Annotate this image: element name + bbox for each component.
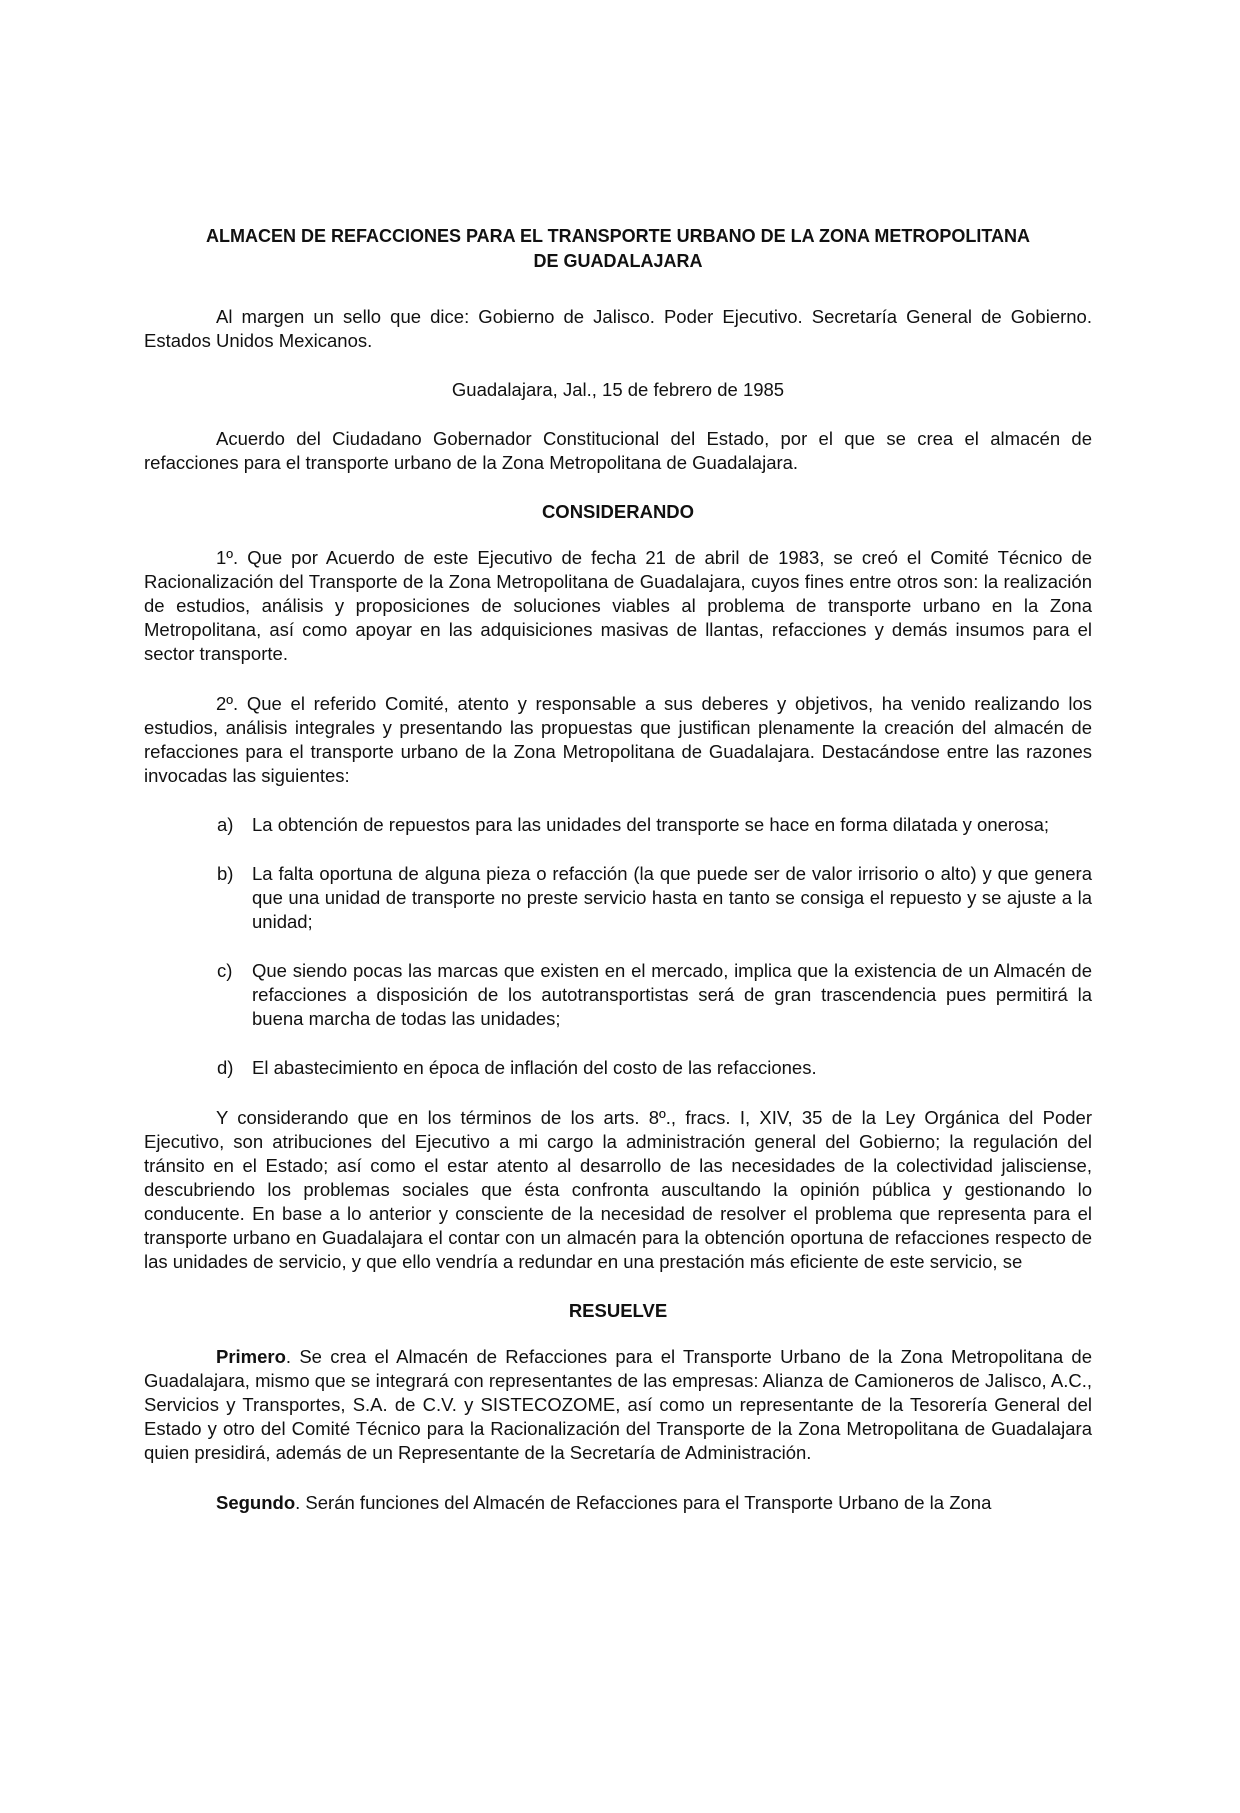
list-item-text: El abastecimiento en época de inflación del costo de las refacciones. [252,1057,817,1078]
list-marker: d) [217,1057,234,1078]
article-first-text: . Se crea el Almacén de Refacciones para el Transporte Urbano de la Zona Metropolitana de Guadalajara, mismo que se integrará con representantes de las empresas: Alianza de Camioneros de Jalisco, A.C., Servicios y Transportes, S.A. de C.V. y SISTECOZOME, así como un representante de la Tesorería General del Estado y otro del Comité Técnico para la Racionalización del Transporte de la Zona Metropolitana de Guadalajara quien presidirá, además de un Representante de la Secretaría de Administración. [144,1346,1092,1463]
list-marker: a) [217,814,234,835]
list-item-text: Que siendo pocas las marcas que existen en el mercado, implica que la existencia de un Almacén de refacciones a disposición de los autotransportistas será de gran trascendencia pues permitirá la buena marcha de todas las unidades; [252,960,1092,1029]
document-title [144,224,1092,274]
place-date: Guadalajara, Jal., 15 de febrero de 1985 [451,379,785,400]
article-second-text: . Serán funciones del Almacén de Refacciones para el Transporte Urbano de la Zona [295,1492,992,1513]
considering-paragraph-1: 1º. Que por Acuerdo de este Ejecutivo de fecha 21 de abril de 1983, se creó el Comité Técnico de Racionalización del Transporte de la Zona Metropolitana de Guadalajara, cuyos fines entre otros son: la realización de estudios, análisis y proposiciones de soluciones viables al problema de transporte urbano en la Zona Metropolitana, así como apoyar en las adquisiciones masivas de llantas, refacciones y demás insumos para el sector transporte. [144,547,1092,664]
considering-heading: CONSIDERANDO [541,501,695,522]
list-marker: b) [217,863,234,884]
agreement-intro: Acuerdo del Ciudadano Gobernador Constitucional del Estado, por el que se crea el almacén de refacciones para el transporte urbano de la Zona Metropolitana de Guadalajara. [144,428,1092,473]
document-page [144,224,1092,1515]
list-item-text: La falta oportuna de alguna pieza o refacción (la que puede ser de valor irrisorio o alto) y que genera que una unidad de transporte no preste servicio hasta en tanto se consiga el repuesto y se ajuste a la unidad; [252,863,1092,932]
list-marker: c) [217,960,233,981]
article-first [144,1345,1092,1465]
article-second-label: Segundo [216,1492,296,1513]
margin-note: Al margen un sello que dice: Gobierno de Jalisco. Poder Ejecutivo. Secretaría General de Gobierno. Estados Unidos Mexicanos. [144,306,1092,351]
article-first-label: Primero [216,1346,286,1367]
article-second [144,1491,1092,1515]
title-line-1: ALMACEN DE REFACCIONES PARA EL TRANSPORTE URBANO DE LA ZONA METROPOLITANA [205,226,1030,246]
title-line-2: DE GUADALAJARA [533,251,703,271]
considering-paragraph-2: 2º. Que el referido Comité, atento y responsable a sus deberes y objetivos, ha venido realizando los estudios, análisis integrales y presentando las propuestas que justifican plenamente la creación del almacén de refacciones para el transporte urbano de la Zona Metropolitana de Guadalajara. Destacándose entre las razones invocadas las siguientes: [144,693,1092,786]
list-item-text: La obtención de repuestos para las unidades del transporte se hace en forma dilatada y onerosa; [252,814,1050,835]
list-item [144,813,1092,837]
list-item [144,862,1092,934]
list-item [144,1056,1092,1080]
reasons-list [144,813,1092,1080]
list-item [144,959,1092,1031]
resolves-heading: RESUELVE [568,1300,668,1321]
considering-final-paragraph: Y considerando que en los términos de los arts. 8º., fracs. I, XIV, 35 de la Ley Orgánica del Poder Ejecutivo, son atribuciones del Ejecutivo a mi cargo la administración general del Gobierno; la regulación del tránsito en el Estado; así como el estar atento al desarrollo de las necesidades de la colectividad jalisciense, descubriendo los problemas sociales que ésta confronta auscultando la opinión pública y gestionando lo conducente. En base a lo anterior y consciente de la necesidad de resolver el problema que representa para el transporte urbano en Guadalajara el contar con un almacén para la obtención oportuna de refacciones respecto de las unidades de servicio, y que ello vendría a redundar en una prestación más eficiente de este servicio, se [144,1107,1092,1272]
